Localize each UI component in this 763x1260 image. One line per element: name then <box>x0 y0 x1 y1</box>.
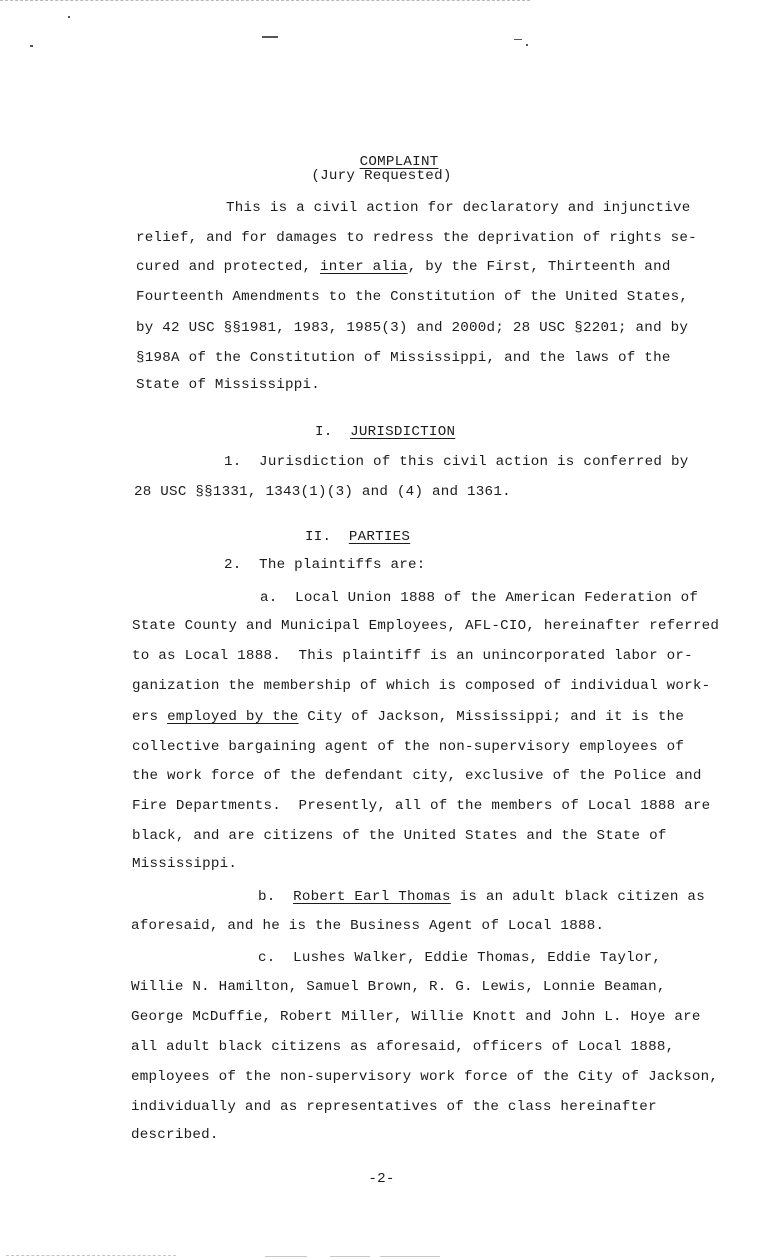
para-a-line-8: Fire Departments. Presently, all of the members of Local 1888 are <box>132 798 711 814</box>
para-a-line-10: Mississippi. <box>132 856 238 872</box>
intro-line-3 <box>136 259 671 275</box>
para-c-line-5: employees of the non-supervisory work force of the City of Jackson, <box>131 1069 719 1085</box>
para-a-line-3: to as Local 1888. This plaintiff is an unincorporated labor or- <box>132 648 693 664</box>
section-1-heading <box>315 424 455 440</box>
para-a-line-5-text-b: City of Jackson, Mississippi; and it is the <box>298 709 685 725</box>
para-c-line-3: George McDuffie, Robert Miller, Willie Knott and John L. Hoye are <box>131 1009 701 1025</box>
scan-speck <box>526 44 528 46</box>
para-a-line-5-text-a: ers <box>132 709 168 725</box>
scan-speck <box>262 36 278 38</box>
jury-requested-subtitle: (Jury Requested) <box>311 168 452 184</box>
para-b-line-2: aforesaid, and he is the Business Agent of Local 1888. <box>131 918 605 934</box>
scan-edge-bottom <box>6 1255 176 1256</box>
scan-edge-bottom-mark <box>265 1256 307 1257</box>
jurisdiction-line-1: 1. Jurisdiction of this civil action is conferred by <box>224 454 689 470</box>
title-text: COMPLAINT <box>359 154 439 170</box>
employed-by-the: employed by the <box>167 709 299 725</box>
para-b-line-1-text: is an adult black citizen as <box>450 889 705 905</box>
section-2-heading <box>305 529 410 545</box>
section-1-number: I. <box>315 424 333 440</box>
intro-line-2: relief, and for damages to redress the deprivation of rights se- <box>136 230 697 246</box>
intro-line-3-text-b: , by the First, Thirteenth and <box>407 259 671 275</box>
intro-line-7: State of Mississippi. <box>136 377 321 393</box>
section-2-number: II. <box>305 529 332 545</box>
para-a-line-7: the work force of the defendant city, exclusive of the Police and <box>132 768 702 784</box>
intro-line-1: This is a civil action for declaratory and injunctive <box>226 200 691 216</box>
para-a-line-4: ganization the membership of which is composed of individual work- <box>132 678 711 694</box>
scan-speck <box>68 16 70 18</box>
intro-line-5: by 42 USC §§1981, 1983, 1985(3) and 2000d; 28 USC §2201; and by <box>136 320 689 336</box>
para-c-line-2: Willie N. Hamilton, Samuel Brown, R. G. Lewis, Lonnie Beaman, <box>131 979 666 995</box>
scan-speck <box>514 39 522 40</box>
para-b-label: b. <box>258 889 294 905</box>
scan-edge-top <box>0 0 530 1</box>
para-a-line-9: black, and are citizens of the United States and the State of <box>132 828 667 844</box>
para-a-line-1: a. Local Union 1888 of the American Federation of <box>260 590 699 606</box>
section-1-title: JURISDICTION <box>350 424 456 440</box>
scan-speck <box>30 45 33 47</box>
para-b-line-1 <box>258 889 705 905</box>
robert-earl-thomas: Robert Earl Thomas <box>293 889 451 905</box>
para-a-line-6: collective bargaining agent of the non-supervisory employees of <box>132 739 685 755</box>
page-number: -2- <box>368 1171 395 1187</box>
para-a-line-2: State County and Municipal Employees, AFL-CIO, hereinafter referred <box>132 618 720 634</box>
intro-line-6: §198A of the Constitution of Mississippi, and the laws of the <box>136 350 671 366</box>
section-2-title: PARTIES <box>348 529 411 545</box>
para-c-line-6: individually and as representatives of the class hereinafter <box>131 1099 657 1115</box>
scan-edge-bottom-mark <box>330 1256 370 1257</box>
plaintiffs-line: 2. The plaintiffs are: <box>224 557 426 573</box>
para-c-line-4: all adult black citizens as aforesaid, officers of Local 1888, <box>131 1039 675 1055</box>
scan-edge-bottom-mark <box>380 1256 440 1257</box>
para-c-line-1: c. Lushes Walker, Eddie Thomas, Eddie Taylor, <box>258 950 662 966</box>
para-a-line-5 <box>132 709 684 725</box>
intro-line-4: Fourteenth Amendments to the Constitution of the United States, <box>136 289 689 305</box>
jurisdiction-line-2: 28 USC §§1331, 1343(1)(3) and (4) and 1361. <box>134 484 511 500</box>
intro-line-3-text-a: cured and protected, <box>136 259 321 275</box>
para-c-line-7: described. <box>131 1127 219 1143</box>
inter-alia: inter alia <box>320 259 408 275</box>
